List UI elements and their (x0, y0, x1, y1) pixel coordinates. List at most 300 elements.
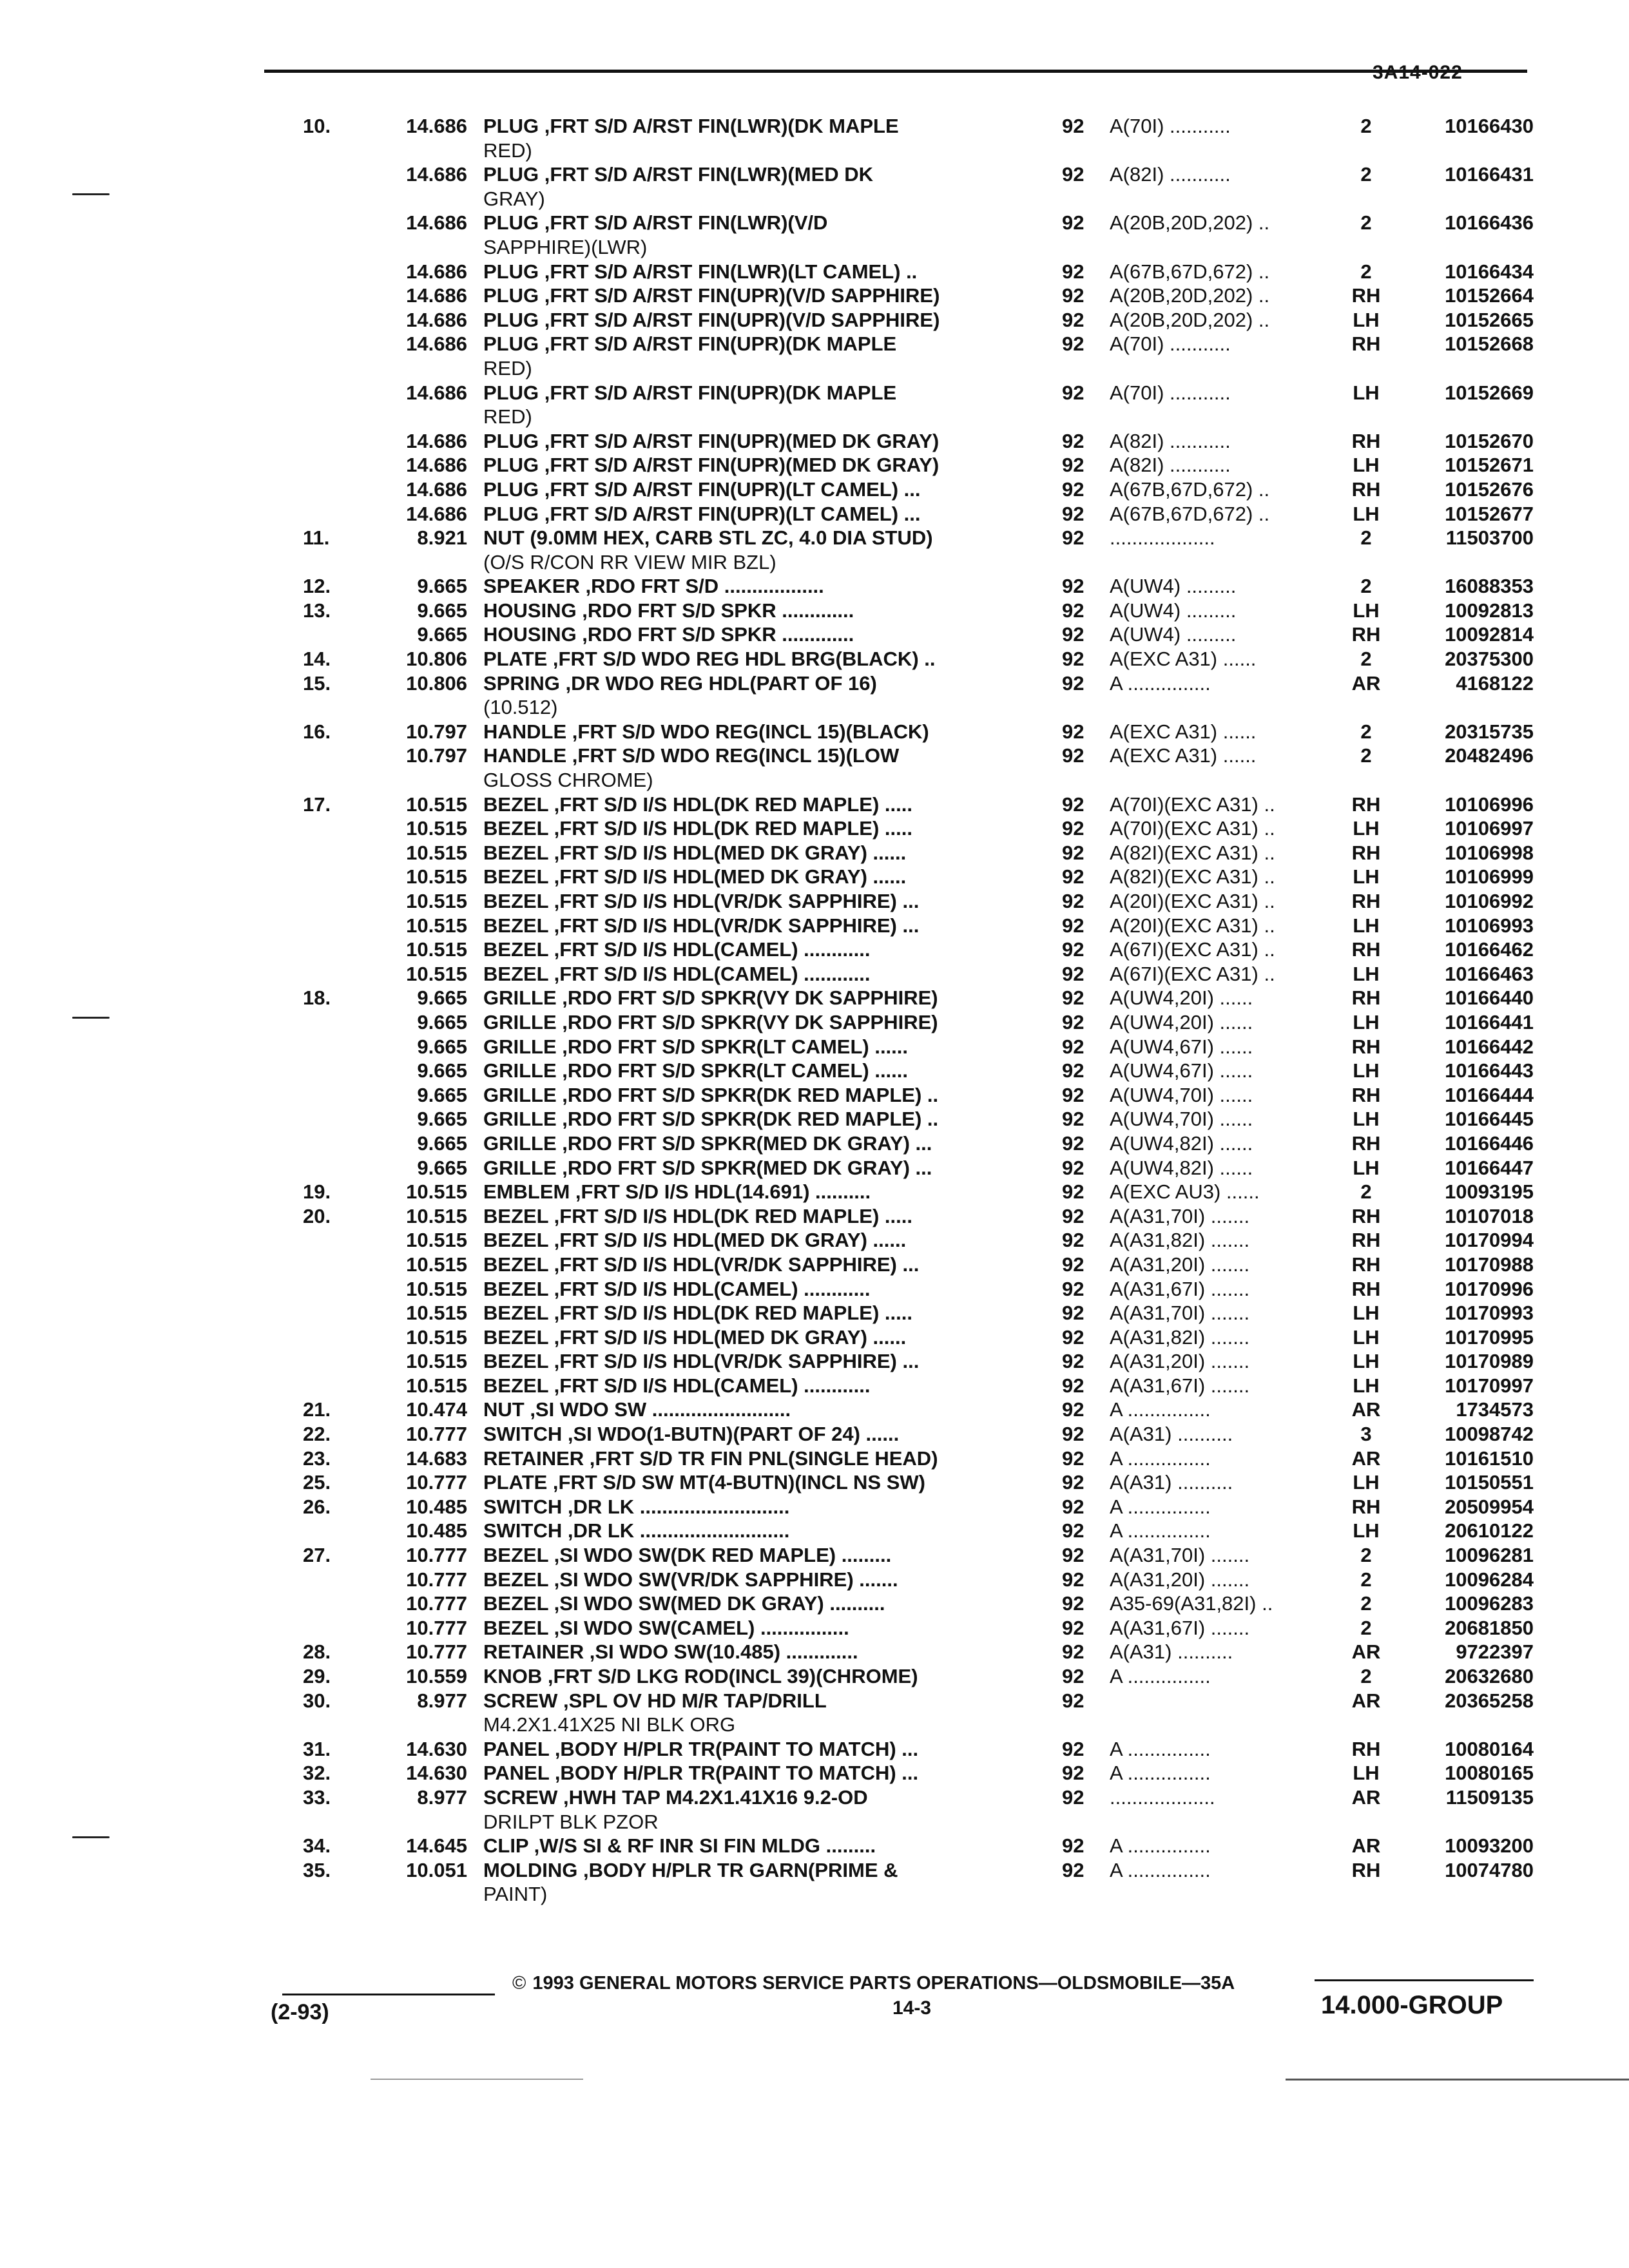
item-number: 13. (303, 599, 331, 622)
part-description: PLUG ,FRT S/D A/RST FIN(LWR)(DK MAPLE (483, 115, 899, 137)
model-usage: A(A31,70I) ....... (1110, 1302, 1250, 1325)
model-year: 92 (1062, 623, 1084, 646)
table-row (0, 332, 1629, 357)
model-usage: A ............... (1110, 1737, 1211, 1760)
model-usage: A(UW4,82I) ...... (1110, 1131, 1253, 1155)
model-usage: A ............... (1110, 1446, 1211, 1470)
model-usage: A(82I)(EXC A31) .. (1110, 841, 1275, 864)
part-description: BEZEL ,FRT S/D I/S HDL(MED DK GRAY) ...... (483, 1229, 907, 1252)
part-number: 10161510 (1445, 1446, 1534, 1470)
quantity: LH (1353, 1374, 1380, 1397)
table-row (0, 672, 1629, 697)
quantity: RH (1351, 890, 1381, 912)
quantity: LH (1353, 502, 1380, 525)
quantity: LH (1353, 1302, 1380, 1325)
model-usage: A(UW4) ......... (1110, 623, 1237, 646)
part-description: PLUG ,FRT S/D A/RST FIN(UPR)(V/D SAPPHIRE) (483, 284, 940, 307)
group-number: 10.515 (406, 938, 467, 961)
part-number: 10170997 (1445, 1374, 1534, 1397)
part-number: 10080165 (1445, 1762, 1534, 1785)
page-code: 3A14-022 (1373, 62, 1463, 83)
item-number: 23. (303, 1446, 331, 1470)
model-year: 92 (1062, 115, 1084, 137)
part-description: HOUSING ,RDO FRT S/D SPKR ............. (483, 599, 854, 622)
group-number: 9.665 (417, 599, 467, 622)
copyright-text: 1993 GENERAL MOTORS SERVICE PARTS OPERATIONS—OLDSMOBILE—35A (532, 1973, 1235, 1994)
model-year: 92 (1062, 1083, 1084, 1106)
item-number: 19. (303, 1180, 331, 1204)
model-usage: A(UW4,67I) ...... (1110, 1059, 1253, 1082)
item-number: 27. (303, 1544, 331, 1567)
model-usage: A(A31,67I) ....... (1110, 1616, 1250, 1639)
part-number: 20365258 (1445, 1689, 1534, 1712)
item-number: 18. (303, 986, 331, 1010)
part-number: 10170996 (1445, 1277, 1534, 1300)
quantity: LH (1353, 1762, 1380, 1785)
group-number: 14.686 (406, 502, 467, 525)
group-number: 10.777 (406, 1471, 467, 1494)
model-year: 92 (1062, 817, 1084, 840)
group-number: 10.515 (406, 1302, 467, 1325)
group-number: 10.515 (406, 962, 467, 985)
quantity: LH (1353, 865, 1380, 889)
table-row (0, 1423, 1629, 1447)
model-usage: A(20B,20D,202) .. (1110, 284, 1270, 307)
model-usage: A(70I) ........... (1110, 332, 1231, 356)
model-year: 92 (1062, 308, 1084, 331)
group-number: 10.515 (406, 1325, 467, 1349)
quantity: RH (1351, 841, 1381, 864)
part-description: GLOSS CHROME) (483, 769, 653, 792)
part-number: 10152671 (1445, 454, 1534, 477)
footer-rule-left (282, 1994, 495, 1995)
table-row (0, 963, 1629, 987)
part-number: 10106997 (1445, 817, 1534, 840)
table-row (0, 1180, 1629, 1205)
group-number: 10.777 (406, 1640, 467, 1664)
part-description: NUT (9.0MM HEX, CARB STL ZC, 4.0 DIA STUD) (483, 526, 933, 550)
part-number: 10150551 (1445, 1471, 1534, 1494)
part-description: PLUG ,FRT S/D A/RST FIN(LWR)(V/D (483, 211, 828, 235)
table-row (0, 599, 1629, 624)
model-usage: A(70I) ........... (1110, 115, 1231, 137)
quantity: RH (1351, 429, 1381, 452)
model-usage: A(82I) ........... (1110, 429, 1231, 452)
table-row (0, 623, 1629, 648)
part-number: 16088353 (1445, 575, 1534, 598)
part-number: 10170993 (1445, 1302, 1534, 1325)
part-description: PLUG ,FRT S/D A/RST FIN(LWR)(LT CAMEL) .. (483, 260, 918, 283)
part-number: 20610122 (1445, 1519, 1534, 1542)
parts-table (0, 115, 1629, 1907)
model-year: 92 (1062, 890, 1084, 912)
group-number: 10.485 (406, 1519, 467, 1542)
part-number: 10170994 (1445, 1229, 1534, 1252)
model-year: 92 (1062, 1592, 1084, 1615)
table-row (0, 793, 1629, 818)
table-row (0, 503, 1629, 527)
group-number: 10.797 (406, 720, 467, 743)
part-description: NUT ,SI WDO SW ......................... (483, 1398, 791, 1421)
group-number: 10.515 (406, 1277, 467, 1300)
quantity: RH (1351, 986, 1381, 1010)
part-number: 10166442 (1445, 1035, 1534, 1058)
item-number: 16. (303, 720, 331, 743)
item-number: 20. (303, 1204, 331, 1227)
model-year: 92 (1062, 1446, 1084, 1470)
part-description: BEZEL ,FRT S/D I/S HDL(CAMEL) ............ (483, 1277, 871, 1300)
model-usage: A(20I)(EXC A31) .. (1110, 890, 1275, 912)
part-description: BEZEL ,FRT S/D I/S HDL(DK RED MAPLE) ..... (483, 793, 912, 816)
table-row (0, 1350, 1629, 1374)
model-usage: A(20B,20D,202) .. (1110, 211, 1270, 235)
model-year: 92 (1062, 1059, 1084, 1082)
table-row (0, 260, 1629, 285)
model-usage: A(UW4,20I) ...... (1110, 1010, 1253, 1033)
table-row-continuation (0, 1883, 1629, 1907)
quantity: LH (1353, 1471, 1380, 1494)
quantity: 2 (1360, 260, 1372, 283)
group-label: 14.000-GROUP (1321, 1991, 1503, 2019)
part-description: BEZEL ,FRT S/D I/S HDL(DK RED MAPLE) ..... (483, 1302, 912, 1325)
model-usage: A ............... (1110, 1519, 1211, 1542)
model-usage: A(EXC A31) ...... (1110, 648, 1257, 671)
quantity: 2 (1360, 1592, 1372, 1615)
quantity: RH (1351, 1277, 1381, 1300)
model-usage: A(EXC A31) ...... (1110, 720, 1257, 743)
table-row (0, 284, 1629, 309)
part-number: 10106996 (1445, 793, 1534, 816)
table-row (0, 1568, 1629, 1593)
model-year: 92 (1062, 648, 1084, 671)
group-number: 10.797 (406, 744, 467, 767)
part-description: PANEL ,BODY H/PLR TR(PAINT TO MATCH) ... (483, 1737, 919, 1760)
table-row (0, 1519, 1629, 1544)
part-number: 20509954 (1445, 1495, 1534, 1518)
item-number: 28. (303, 1640, 331, 1664)
part-description: BEZEL ,FRT S/D I/S HDL(MED DK GRAY) ...... (483, 865, 907, 889)
part-number: 11503700 (1445, 526, 1534, 550)
group-number: 14.686 (406, 381, 467, 404)
group-number: 9.665 (417, 1059, 467, 1082)
part-number: 10096284 (1445, 1568, 1534, 1591)
part-description: M4.2X1.41X25 NI BLK ORG (483, 1713, 736, 1736)
quantity: LH (1353, 599, 1380, 622)
model-usage: A(A31,70I) ....... (1110, 1544, 1250, 1567)
model-year: 92 (1062, 1302, 1084, 1325)
group-number: 14.683 (406, 1446, 467, 1470)
group-number: 14.686 (406, 163, 467, 186)
group-number: 14.686 (406, 332, 467, 356)
group-number: 10.515 (406, 1204, 467, 1227)
part-description: BEZEL ,FRT S/D I/S HDL(CAMEL) ............ (483, 938, 871, 961)
model-usage: A(A31,67I) ....... (1110, 1277, 1250, 1300)
model-year: 92 (1062, 1568, 1084, 1591)
group-number: 10.515 (406, 865, 467, 889)
part-number: 10166445 (1445, 1108, 1534, 1131)
table-row (0, 1859, 1629, 1883)
part-number: 10092813 (1445, 599, 1534, 622)
part-number: 10166441 (1445, 1010, 1534, 1033)
model-year: 92 (1062, 1519, 1084, 1542)
group-number: 10.777 (406, 1423, 467, 1446)
model-usage: A(70I) ........... (1110, 381, 1231, 404)
quantity: LH (1353, 1325, 1380, 1349)
part-description: GRILLE ,RDO FRT S/D SPKR(VY DK SAPPHIRE) (483, 986, 938, 1010)
item-number: 14. (303, 648, 331, 671)
revision-date: (2-93) (271, 2000, 329, 2024)
model-year: 92 (1062, 986, 1084, 1010)
table-row (0, 648, 1629, 672)
group-number: 14.630 (406, 1737, 467, 1760)
table-row (0, 1738, 1629, 1762)
part-description: RETAINER ,SI WDO SW(10.485) ............. (483, 1640, 858, 1664)
part-description: HANDLE ,FRT S/D WDO REG(INCL 15)(BLACK) (483, 720, 929, 743)
copyright-symbol: © (512, 1973, 526, 1994)
model-usage: A(UW4,70I) ...... (1110, 1083, 1253, 1106)
model-usage: A(A31,82I) ....... (1110, 1325, 1250, 1349)
part-number: 10152670 (1445, 429, 1534, 452)
table-row-continuation (0, 1811, 1629, 1835)
group-number: 9.665 (417, 1083, 467, 1106)
model-year: 92 (1062, 1762, 1084, 1785)
group-number: 14.686 (406, 284, 467, 307)
part-description: GRILLE ,RDO FRT S/D SPKR(MED DK GRAY) ... (483, 1156, 932, 1179)
item-number: 32. (303, 1762, 331, 1785)
table-row (0, 526, 1629, 551)
group-number: 9.665 (417, 986, 467, 1010)
model-usage: A ............... (1110, 671, 1211, 695)
part-description: SWITCH ,SI WDO(1-BUTN)(PART OF 24) ...... (483, 1423, 900, 1446)
footer-rule-right (1315, 1979, 1534, 1981)
part-description: BEZEL ,SI WDO SW(MED DK GRAY) .......... (483, 1592, 885, 1615)
part-description: GRILLE ,RDO FRT S/D SPKR(VY DK SAPPHIRE) (483, 1010, 938, 1033)
model-usage: A(67I)(EXC A31) .. (1110, 938, 1275, 961)
quantity: RH (1351, 1253, 1381, 1276)
part-number: 10098742 (1445, 1423, 1534, 1446)
group-number: 10.515 (406, 1180, 467, 1204)
group-number: 14.630 (406, 1762, 467, 1785)
group-number: 10.515 (406, 817, 467, 840)
model-usage: A(UW4) ......... (1110, 575, 1237, 598)
model-usage: A(A31,82I) ....... (1110, 1229, 1250, 1252)
part-description: PLUG ,FRT S/D A/RST FIN(LWR)(MED DK (483, 163, 874, 186)
quantity: 3 (1360, 1423, 1372, 1446)
model-usage: A(EXC AU3) ...... (1110, 1180, 1260, 1204)
quantity: 2 (1360, 575, 1372, 598)
quantity: AR (1351, 1640, 1381, 1664)
scan-rule (371, 2079, 583, 2080)
group-number: 10.777 (406, 1616, 467, 1639)
model-usage: A ............... (1110, 1398, 1211, 1421)
part-description: BEZEL ,FRT S/D I/S HDL(MED DK GRAY) ...... (483, 1325, 907, 1349)
quantity: LH (1353, 1010, 1380, 1033)
part-description: GRAY) (483, 187, 545, 210)
part-number: 10074780 (1445, 1858, 1534, 1881)
group-number: 10.806 (406, 648, 467, 671)
table-row (0, 115, 1629, 139)
table-row (0, 1617, 1629, 1641)
model-year: 92 (1062, 1544, 1084, 1567)
group-number: 9.665 (417, 575, 467, 598)
model-usage: A(82I) ........... (1110, 163, 1231, 186)
group-number: 8.921 (417, 526, 467, 550)
part-description: BEZEL ,SI WDO SW(CAMEL) ................ (483, 1616, 849, 1639)
part-description: BEZEL ,FRT S/D I/S HDL(VR/DK SAPPHIRE) ... (483, 914, 920, 937)
part-number: 10166462 (1445, 938, 1534, 961)
group-number: 14.686 (406, 308, 467, 331)
model-usage: A ............... (1110, 1858, 1211, 1881)
group-number: 10.806 (406, 671, 467, 695)
model-year: 92 (1062, 1689, 1084, 1712)
part-description: GRILLE ,RDO FRT S/D SPKR(DK RED MAPLE) .. (483, 1083, 939, 1106)
group-number: 9.665 (417, 1131, 467, 1155)
table-row (0, 1108, 1629, 1132)
quantity: 2 (1360, 720, 1372, 743)
group-number: 10.515 (406, 793, 467, 816)
quantity: AR (1351, 1689, 1381, 1712)
scan-rule (1286, 2079, 1629, 2081)
model-usage: A(A31,20I) ....... (1110, 1350, 1250, 1373)
model-usage: A(A31,20I) ....... (1110, 1568, 1250, 1591)
quantity: LH (1353, 1519, 1380, 1542)
model-year: 92 (1062, 477, 1084, 501)
part-description: SCREW ,SPL OV HD M/R TAP/DRILL (483, 1689, 827, 1712)
part-description: BEZEL ,FRT S/D I/S HDL(CAMEL) ............ (483, 962, 871, 985)
group-number: 8.977 (417, 1689, 467, 1712)
model-usage: A(67B,67D,672) .. (1110, 260, 1270, 283)
quantity: LH (1353, 962, 1380, 985)
model-year: 92 (1062, 1010, 1084, 1033)
model-year: 92 (1062, 1180, 1084, 1204)
quantity: LH (1353, 1108, 1380, 1131)
part-description: PLUG ,FRT S/D A/RST FIN(UPR)(LT CAMEL) ... (483, 502, 921, 525)
part-description: BEZEL ,SI WDO SW(DK RED MAPLE) ......... (483, 1544, 892, 1567)
part-number: 10152677 (1445, 502, 1534, 525)
model-usage: A(67B,67D,672) .. (1110, 477, 1270, 501)
table-row-continuation (0, 187, 1629, 212)
table-row (0, 1253, 1629, 1278)
part-description: PAINT) (483, 1883, 548, 1906)
group-number: 9.665 (417, 1156, 467, 1179)
model-year: 92 (1062, 332, 1084, 356)
group-number: 10.515 (406, 841, 467, 864)
group-number: 14.686 (406, 477, 467, 501)
item-number: 21. (303, 1398, 331, 1421)
model-year: 92 (1062, 284, 1084, 307)
table-row (0, 938, 1629, 963)
part-description: (O/S R/CON RR VIEW MIR BZL) (483, 550, 776, 573)
part-number: 11509135 (1445, 1785, 1534, 1809)
part-description: PLATE ,FRT S/D SW MT(4-BUTN)(INCL NS SW) (483, 1471, 925, 1494)
part-description: RED) (483, 139, 532, 162)
group-number: 14.645 (406, 1834, 467, 1858)
table-row (0, 1302, 1629, 1326)
model-usage: A(UW4,67I) ...... (1110, 1035, 1253, 1058)
model-usage: A(UW4,82I) ...... (1110, 1156, 1253, 1179)
header-rule (264, 70, 1527, 73)
model-year: 92 (1062, 502, 1084, 525)
model-year: 92 (1062, 1253, 1084, 1276)
item-number: 29. (303, 1665, 331, 1687)
model-year: 92 (1062, 841, 1084, 864)
table-row (0, 163, 1629, 187)
quantity: RH (1351, 623, 1381, 646)
model-year: 92 (1062, 1665, 1084, 1687)
model-year: 92 (1062, 1640, 1084, 1664)
item-number: 17. (303, 793, 331, 816)
model-usage: A(A31) .......... (1110, 1423, 1233, 1446)
model-usage: A ............... (1110, 1834, 1211, 1858)
model-usage: A ............... (1110, 1495, 1211, 1518)
part-description: CLIP ,W/S SI & RF INR SI FIN MLDG ......... (483, 1834, 876, 1858)
model-year: 92 (1062, 429, 1084, 452)
model-year: 92 (1062, 1785, 1084, 1809)
table-row-continuation (0, 769, 1629, 793)
part-description: RED) (483, 405, 532, 428)
part-description: (10.512) (483, 696, 558, 719)
table-row-continuation (0, 139, 1629, 164)
part-number: 20632680 (1445, 1665, 1534, 1687)
quantity: LH (1353, 454, 1380, 477)
group-number: 10.485 (406, 1495, 467, 1518)
table-row (0, 1495, 1629, 1520)
table-row (0, 575, 1629, 599)
part-number: 10166430 (1445, 115, 1534, 137)
table-row (0, 817, 1629, 841)
model-year: 92 (1062, 211, 1084, 235)
table-row (0, 1471, 1629, 1495)
part-number: 10166443 (1445, 1059, 1534, 1082)
model-usage: A ............... (1110, 1762, 1211, 1785)
model-usage: A(A31,67I) ....... (1110, 1374, 1250, 1397)
part-description: BEZEL ,FRT S/D I/S HDL(DK RED MAPLE) ..... (483, 817, 912, 840)
quantity: RH (1351, 332, 1381, 356)
table-row (0, 865, 1629, 890)
model-year: 92 (1062, 1229, 1084, 1252)
part-description: EMBLEM ,FRT S/D I/S HDL(14.691) .......... (483, 1180, 871, 1204)
part-number: 4168122 (1456, 671, 1534, 695)
group-number: 10.515 (406, 914, 467, 937)
table-row (0, 454, 1629, 478)
part-number: 10152676 (1445, 477, 1534, 501)
group-number: 10.515 (406, 1253, 467, 1276)
table-row (0, 430, 1629, 454)
part-number: 10152669 (1445, 381, 1534, 404)
quantity: RH (1351, 477, 1381, 501)
quantity: AR (1351, 1834, 1381, 1858)
group-number: 14.686 (406, 260, 467, 283)
part-number: 10152664 (1445, 284, 1534, 307)
group-number: 10.515 (406, 1374, 467, 1397)
quantity: 2 (1360, 648, 1372, 671)
table-row (0, 720, 1629, 745)
model-year: 92 (1062, 1156, 1084, 1179)
table-row-continuation (0, 1713, 1629, 1738)
group-number: 14.686 (406, 115, 467, 137)
table-row (0, 890, 1629, 914)
part-number: 10166447 (1445, 1156, 1534, 1179)
model-usage: ................... (1110, 1785, 1215, 1809)
group-number: 10.559 (406, 1665, 467, 1687)
item-number: 11. (303, 526, 330, 550)
model-year: 92 (1062, 744, 1084, 767)
table-row (0, 1011, 1629, 1035)
part-number: 10170988 (1445, 1253, 1534, 1276)
part-number: 10170989 (1445, 1350, 1534, 1373)
table-row (0, 1229, 1629, 1253)
model-year: 92 (1062, 1495, 1084, 1518)
